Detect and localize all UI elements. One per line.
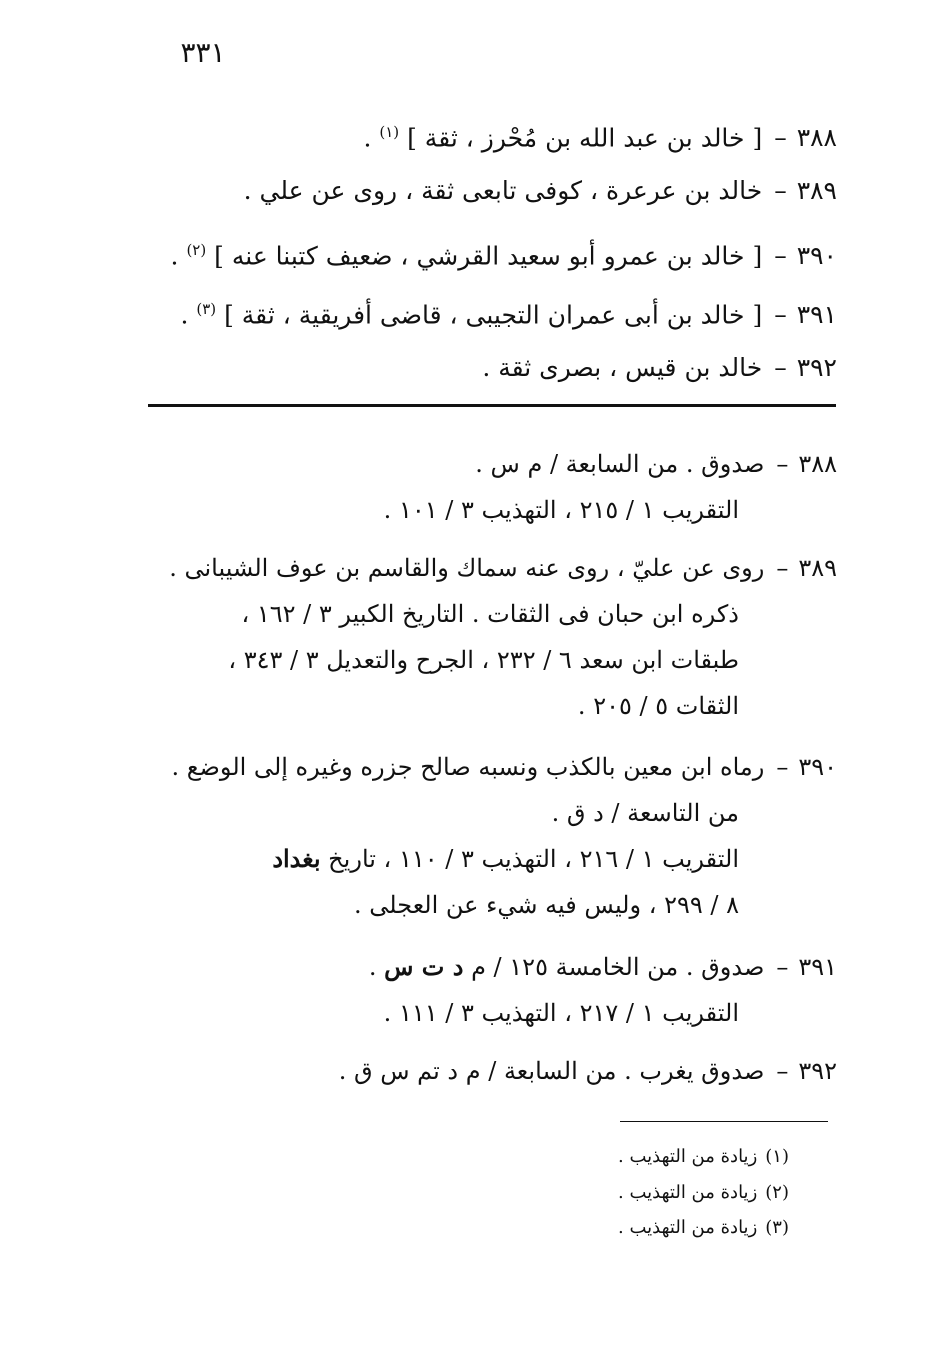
note-head-text: صدوق يغرب . من السابعة / م د تم س ق .: [338, 1057, 765, 1085]
entry-tail: .: [363, 123, 380, 153]
main-separator: [148, 404, 836, 407]
note-head: [384, 441, 837, 487]
footnote-text: زيادة من التهذيب .: [618, 1217, 758, 1238]
footnote: [618, 1142, 789, 1172]
note-dash: –: [776, 953, 789, 981]
footnote-number: (٣): [765, 1217, 789, 1238]
note-line-text: التقريب ١ / ٢١٦ ، التهذيب ٣ / ١١٠ ، تاريخ: [320, 845, 739, 873]
entry-number: ٣٩١: [796, 300, 837, 330]
note-dash: –: [776, 753, 789, 781]
note-number: ٣٩٢: [798, 1057, 837, 1085]
note-head-text: صدوق . من الخامسة ١٢٥ / م: [463, 953, 765, 981]
note-dash: –: [776, 1057, 789, 1085]
note-head: [169, 545, 837, 591]
footnote-text: زيادة من التهذيب .: [618, 1182, 758, 1203]
footnote-ref: (٣): [196, 300, 217, 318]
entry-number: ٣٨٩: [796, 176, 837, 205]
note-head: [339, 1048, 837, 1094]
note-block: [169, 545, 837, 729]
note-line: التقريب ١ / ٢١٥ ، التهذيب ٣ / ١٠١ .: [383, 496, 739, 524]
footnote-number: (١): [765, 1146, 789, 1167]
entry-tail: .: [170, 241, 187, 271]
note-head: [369, 944, 837, 990]
entry-dash: –: [774, 300, 787, 330]
footnote-ref: (١): [379, 123, 400, 141]
note-head-text: صدوق . من السابعة / م س .: [475, 450, 765, 478]
entry-text: [ خالد بن عبد الله بن مُحْرز ، ثقة ]: [399, 123, 763, 153]
note-head: [172, 744, 837, 790]
entry-text: خالد بن قيس ، بصرى ثقة .: [482, 353, 763, 382]
main-entry: [244, 171, 837, 211]
note-head-tail: .: [368, 953, 385, 981]
entry-dash: –: [774, 353, 787, 382]
entry-text: خالد بن عرعرة ، كوفى تابعى ثقة ، روى عن علي .: [243, 176, 763, 205]
footnote-number: (٢): [765, 1182, 789, 1203]
footnote-ref: (٢): [186, 241, 207, 259]
note-line: الثقات ٥ / ٢٠٥ .: [577, 692, 739, 720]
note-line: التقريب ١ / ٢١٧ ، التهذيب ٣ / ١١١ .: [383, 999, 739, 1027]
note-line: ٨ / ٢٩٩ ، وليس فيه شيء عن العجلى .: [354, 891, 739, 919]
note-dash: –: [776, 450, 789, 478]
note-block: [384, 441, 837, 533]
entry-number: ٣٩٠: [796, 241, 837, 271]
entry-number: ٣٨٨: [796, 123, 837, 153]
entry-tail: .: [180, 300, 197, 330]
footnote: [618, 1178, 789, 1208]
note-block: [339, 1048, 837, 1094]
note-number: ٣٩٠: [798, 753, 837, 781]
note-dash: –: [776, 554, 789, 582]
entry-text: [ خالد بن أبى عمران التجيبى ، قاضى أفريقية ، ثقة ]: [216, 300, 763, 330]
main-entry: [363, 112, 837, 152]
note-line: ذكره ابن حبان فى الثقات . التاريخ الكبير ٣ / ١٦٢ ،: [241, 600, 739, 628]
entry-text: [ خالد بن عمرو أبو سعيد القرشي ، ضعيف كتبنا عنه ]: [206, 241, 763, 271]
footnote: [618, 1213, 789, 1243]
note-number: ٣٨٨: [798, 450, 837, 478]
main-entry: [482, 348, 837, 388]
entry-dash: –: [774, 176, 787, 205]
note-block: [172, 744, 837, 928]
entry-dash: –: [774, 241, 787, 271]
entry-dash: –: [774, 123, 787, 153]
note-head-text: رماه ابن معين بالكذب ونسبه صالح جزره وغيره إلى الوضع .: [171, 753, 765, 781]
main-entry: [180, 289, 837, 329]
note-head-text: روى عن عليّ ، روى عنه سماك والقاسم بن عوف الشيبانى .: [169, 554, 765, 582]
note-line: من التاسعة / د ق .: [551, 799, 739, 827]
note-number: ٣٨٩: [798, 554, 837, 582]
main-entry: [171, 230, 837, 270]
note-head-bold: د ت س: [384, 952, 464, 981]
footnote-text: زيادة من التهذيب .: [618, 1146, 758, 1167]
note-line: طبقات ابن سعد ٦ / ٢٣٢ ، الجرح والتعديل ٣ / ٣٤٣ ،: [228, 646, 739, 674]
note-line: [172, 836, 837, 882]
page-number: ٣٣١: [180, 36, 226, 69]
note-block: [369, 944, 837, 1036]
note-number: ٣٩١: [798, 953, 837, 981]
note-line-bold: بغداد: [272, 844, 321, 873]
footnote-separator: [620, 1121, 828, 1122]
entry-number: ٣٩٢: [796, 353, 837, 382]
